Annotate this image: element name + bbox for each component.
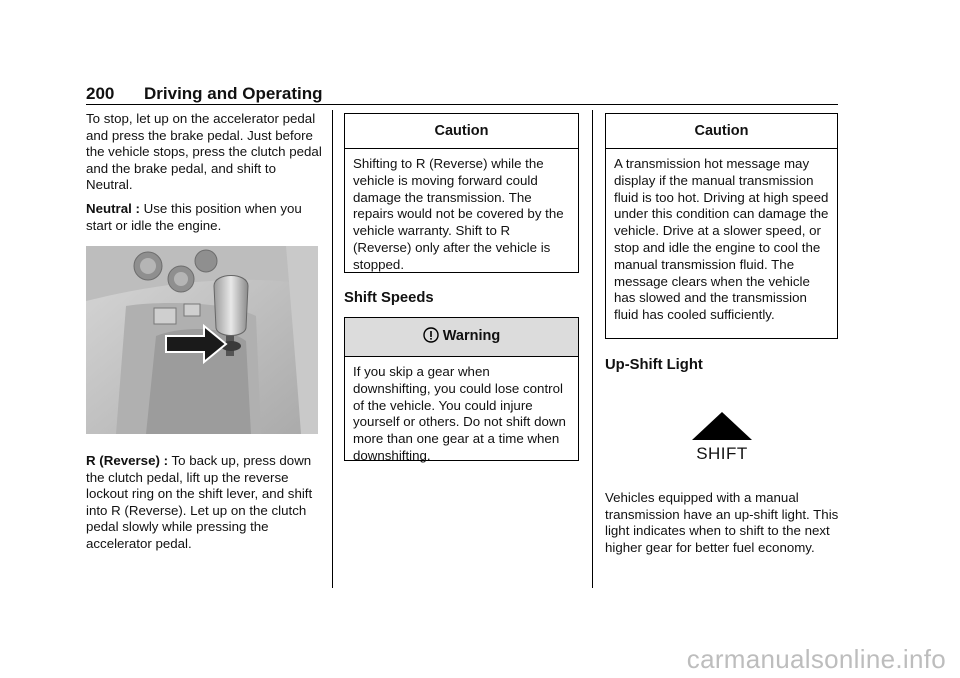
reverse-text: To back up, press down the clutch pedal, lift up the reverse lockout ring on the shift lever, and shift into R (Reverse). Let up on the clutch pedal slowly while pressing the accelerator pedal. — [86, 453, 313, 551]
column-divider-left — [332, 110, 333, 588]
warning-header — [345, 318, 578, 357]
shift-speeds-heading: Shift Speeds — [344, 290, 434, 306]
page-number: 200 — [86, 84, 115, 103]
warning-title: Warning — [442, 328, 501, 344]
warning-box — [344, 317, 579, 461]
caution-body-right: A transmission hot message may display if the manual transmission fluid is too hot. Driving at high speed under this condition can damage the vehicle. Drive at a slower speed, or stop and idle the engine to cool the manual transmission fluid. The message clears when the vehicle has slowed and the transmission fluid has cooled sufficiently. — [614, 156, 829, 323]
intro-paragraph: To stop, let up on the accelerator pedal and press the brake pedal. Just before the vehicle stops, press the clutch pedal and the brake pedal, and shift to Neutral. — [86, 111, 322, 193]
shift-lever-photo — [86, 246, 318, 434]
page-header — [86, 80, 838, 105]
reverse-label: R (Reverse) : — [86, 453, 169, 468]
caution-title: Caution — [345, 114, 578, 149]
reverse-paragraph — [86, 453, 322, 553]
shift-lever-illustration — [86, 246, 318, 434]
neutral-label: Neutral : — [86, 200, 140, 216]
caution-body: Shifting to R (Reverse) while the vehicle is moving forward could damage the transmission. The repairs would not be covered by the vehicle warranty. Shift to R (Reverse) only after the vehicle is stopped. — [353, 156, 564, 272]
left-column-top — [86, 111, 322, 241]
left-column-bottom — [86, 453, 322, 560]
caution-title-right: Caution — [606, 114, 837, 149]
section-title: Driving and Operating — [144, 84, 323, 103]
upshift-heading: Up-Shift Light — [605, 357, 703, 373]
caution-box-reverse — [344, 113, 579, 273]
column-divider-right — [592, 110, 593, 588]
warning-triangle-icon — [423, 327, 439, 347]
shift-icon-label: SHIFT — [696, 444, 748, 463]
watermark: carmanualsonline.info — [686, 644, 946, 674]
warning-body: If you skip a gear when downshifting, you could lose control of the vehicle. You could injure yourself or others. Do not shift down more than one gear at a time when downshifting. — [353, 364, 566, 463]
upshift-paragraph: Vehicles equipped with a manual transmission have an up-shift light. This light indicates when to shift to the next higher gear for better fuel economy. — [605, 490, 839, 555]
neutral-paragraph — [86, 201, 322, 234]
caution-box-transmission-hot — [605, 113, 838, 339]
neutral-text: Use this position when you start or idle the engine. — [86, 200, 302, 233]
upshift-description — [605, 490, 841, 563]
